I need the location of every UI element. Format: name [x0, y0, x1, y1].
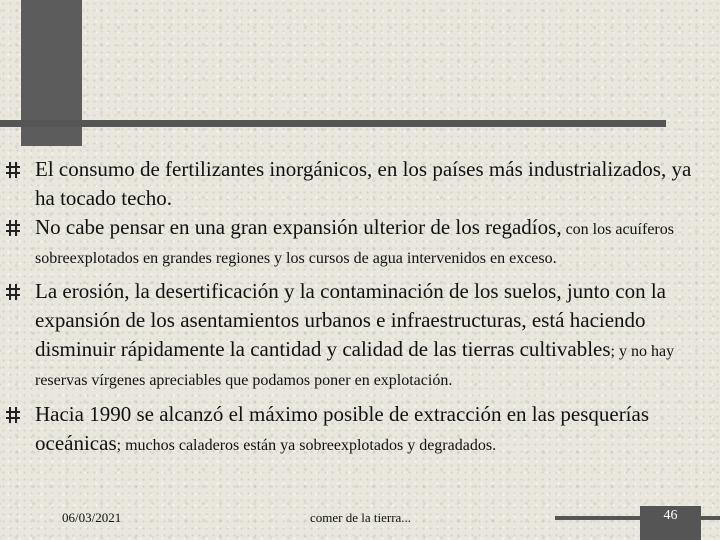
footer-date: 06/03/2021: [62, 510, 122, 525]
page-number-box: [640, 506, 701, 540]
double-cross-bullet-icon: [6, 162, 20, 178]
footer-title: comer de la tierra...: [310, 510, 412, 525]
double-cross-bullet-icon: [6, 284, 20, 300]
slide-footer: [0, 506, 720, 540]
bullet-subtext: ; muchos caladeros están ya sobreexplotados y degradados.: [116, 437, 497, 454]
bullet-text: No cabe pensar en una gran expansión ulterior de los regadíos,: [35, 215, 562, 239]
bullet-subtext: con los acuíferos sobreexplotados en grandes regiones y los cursos de agua intervenidos en exceso.: [35, 221, 674, 267]
page-number: 46: [663, 508, 678, 523]
bullet-subtext: ; y no hay reservas vírgenes apreciables que podamos poner en explotación.: [35, 343, 675, 389]
bullet-item: [0, 400, 720, 458]
bullet-item: [0, 213, 720, 271]
bullet-item: [0, 155, 720, 213]
title-divider-bar: [0, 120, 666, 127]
slide-content: [0, 155, 720, 458]
bullet-text: La erosión, la desertificación y la contaminación de los suelos, junto con la expansión de los asentamientos urbanos e infraestructuras, está haciendo disminuir rápidamente la cantidad y calidad de las tierras cultivables: [35, 279, 666, 361]
double-cross-bullet-icon: [6, 220, 20, 236]
bullet-item: [0, 277, 720, 393]
bullet-text: El consumo de fertilizantes inorgánicos, en los países más industrializados, ya ha tocado techo.: [35, 157, 692, 210]
double-cross-bullet-icon: [6, 407, 20, 423]
bullet-text: Hacia 1990 se alcanzó el máximo posible de extracción en las pesquerías oceánicas: [35, 402, 650, 455]
